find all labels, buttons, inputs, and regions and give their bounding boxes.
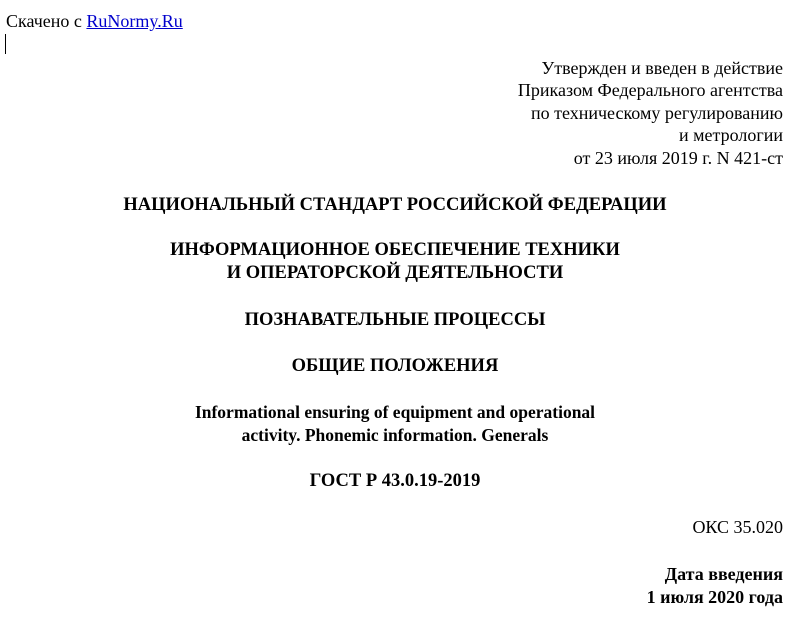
gost-number: ГОСТ Р 43.0.19-2019 (309, 471, 481, 491)
english-title-line: Informational ensuring of equipment and operational (194, 402, 596, 422)
text-cursor (5, 34, 6, 54)
introduction-date (647, 563, 783, 608)
introduction-date-label: Дата введения (664, 564, 783, 584)
document-title-line: И ОПЕРАТОРСКОЙ ДЕЯТЕЛЬНОСТИ (226, 263, 564, 283)
approval-line: по техническому регулированию (530, 102, 783, 123)
approval-block (518, 57, 783, 169)
source-link[interactable]: RuNormy.Ru (86, 11, 183, 31)
oks-code: ОКС 35.020 (692, 517, 783, 537)
approval-line: и метрологии (679, 125, 783, 146)
source-prefix: Скачено с (6, 11, 87, 31)
document-general-heading: ОБЩИЕ ПОЛОЖЕНИЯ (291, 356, 499, 376)
introduction-date-value: 1 июля 2020 года (646, 586, 783, 607)
english-title-line: activity. Phonemic information. Generals (241, 425, 549, 445)
approval-line: Приказом Федерального агентства (517, 80, 783, 101)
document-title-line: ИНФОРМАЦИОННОЕ ОБЕСПЕЧЕНИЕ ТЕХНИКИ (170, 240, 620, 260)
standard-type-heading: НАЦИОНАЛЬНЫЙ СТАНДАРТ РОССИЙСКОЙ ФЕДЕРАЦИИ (123, 195, 667, 215)
document-subtitle: ПОЗНАВАТЕЛЬНЫЕ ПРОЦЕССЫ (244, 310, 546, 330)
approval-line: Утвержден и введен в действие (541, 58, 783, 78)
document-title (0, 239, 790, 285)
approval-line: от 23 июля 2019 г. N 421-ст (573, 147, 783, 168)
english-title (0, 401, 790, 447)
source-line (6, 10, 183, 32)
